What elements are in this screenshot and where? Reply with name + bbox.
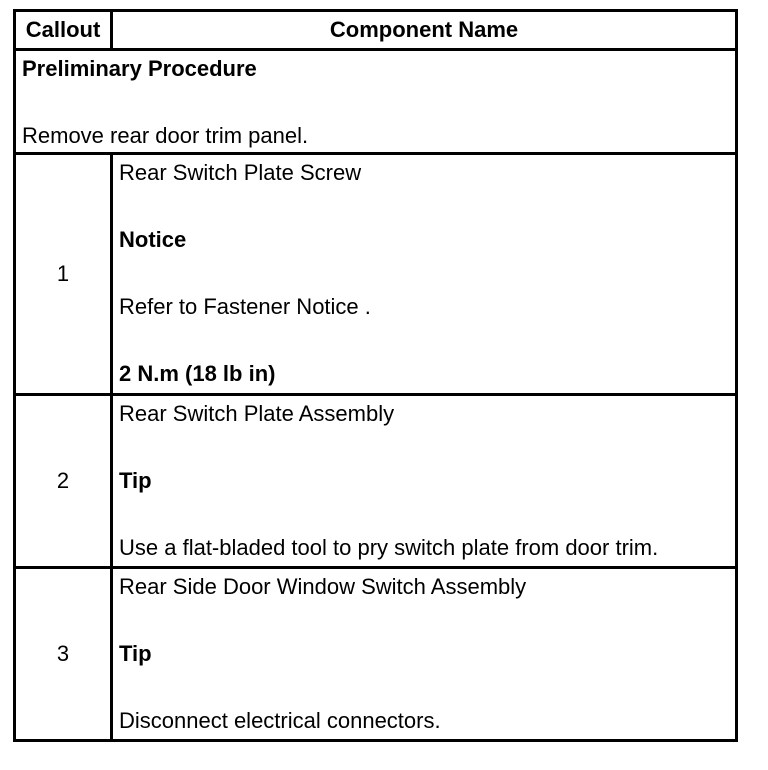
callout-header: Callout (15, 11, 112, 50)
preliminary-text: Remove rear door trim panel. (22, 123, 309, 148)
table-row (15, 568, 737, 741)
torque-spec: 2 N.m (18 lb in) (119, 361, 276, 386)
component-cell (112, 154, 737, 395)
header-row (15, 11, 737, 50)
component-name: Rear Side Door Window Switch Assembly (119, 574, 527, 599)
table-row (15, 395, 737, 568)
tip-label: Tip (119, 468, 152, 493)
callout-cell: 2 (15, 395, 112, 568)
callout-cell: 3 (15, 568, 112, 741)
component-name: Rear Switch Plate Screw (119, 160, 362, 185)
component-name-header: Component Name (112, 11, 737, 50)
notice-label: Notice (119, 227, 187, 252)
callout-cell: 1 (15, 154, 112, 395)
component-cell (112, 568, 737, 741)
preliminary-row (15, 50, 737, 154)
tip-text: Use a flat-bladed tool to pry switch plate from door trim. (119, 535, 659, 560)
table-row (15, 154, 737, 395)
preliminary-cell (15, 50, 737, 154)
component-name: Rear Switch Plate Assembly (119, 401, 395, 426)
tip-label: Tip (119, 641, 152, 666)
component-cell (112, 395, 737, 568)
procedure-table (13, 9, 738, 742)
preliminary-title: Preliminary Procedure (22, 56, 257, 81)
tip-text: Disconnect electrical connectors. (119, 708, 441, 733)
notice-text: Refer to Fastener Notice . (119, 294, 371, 319)
